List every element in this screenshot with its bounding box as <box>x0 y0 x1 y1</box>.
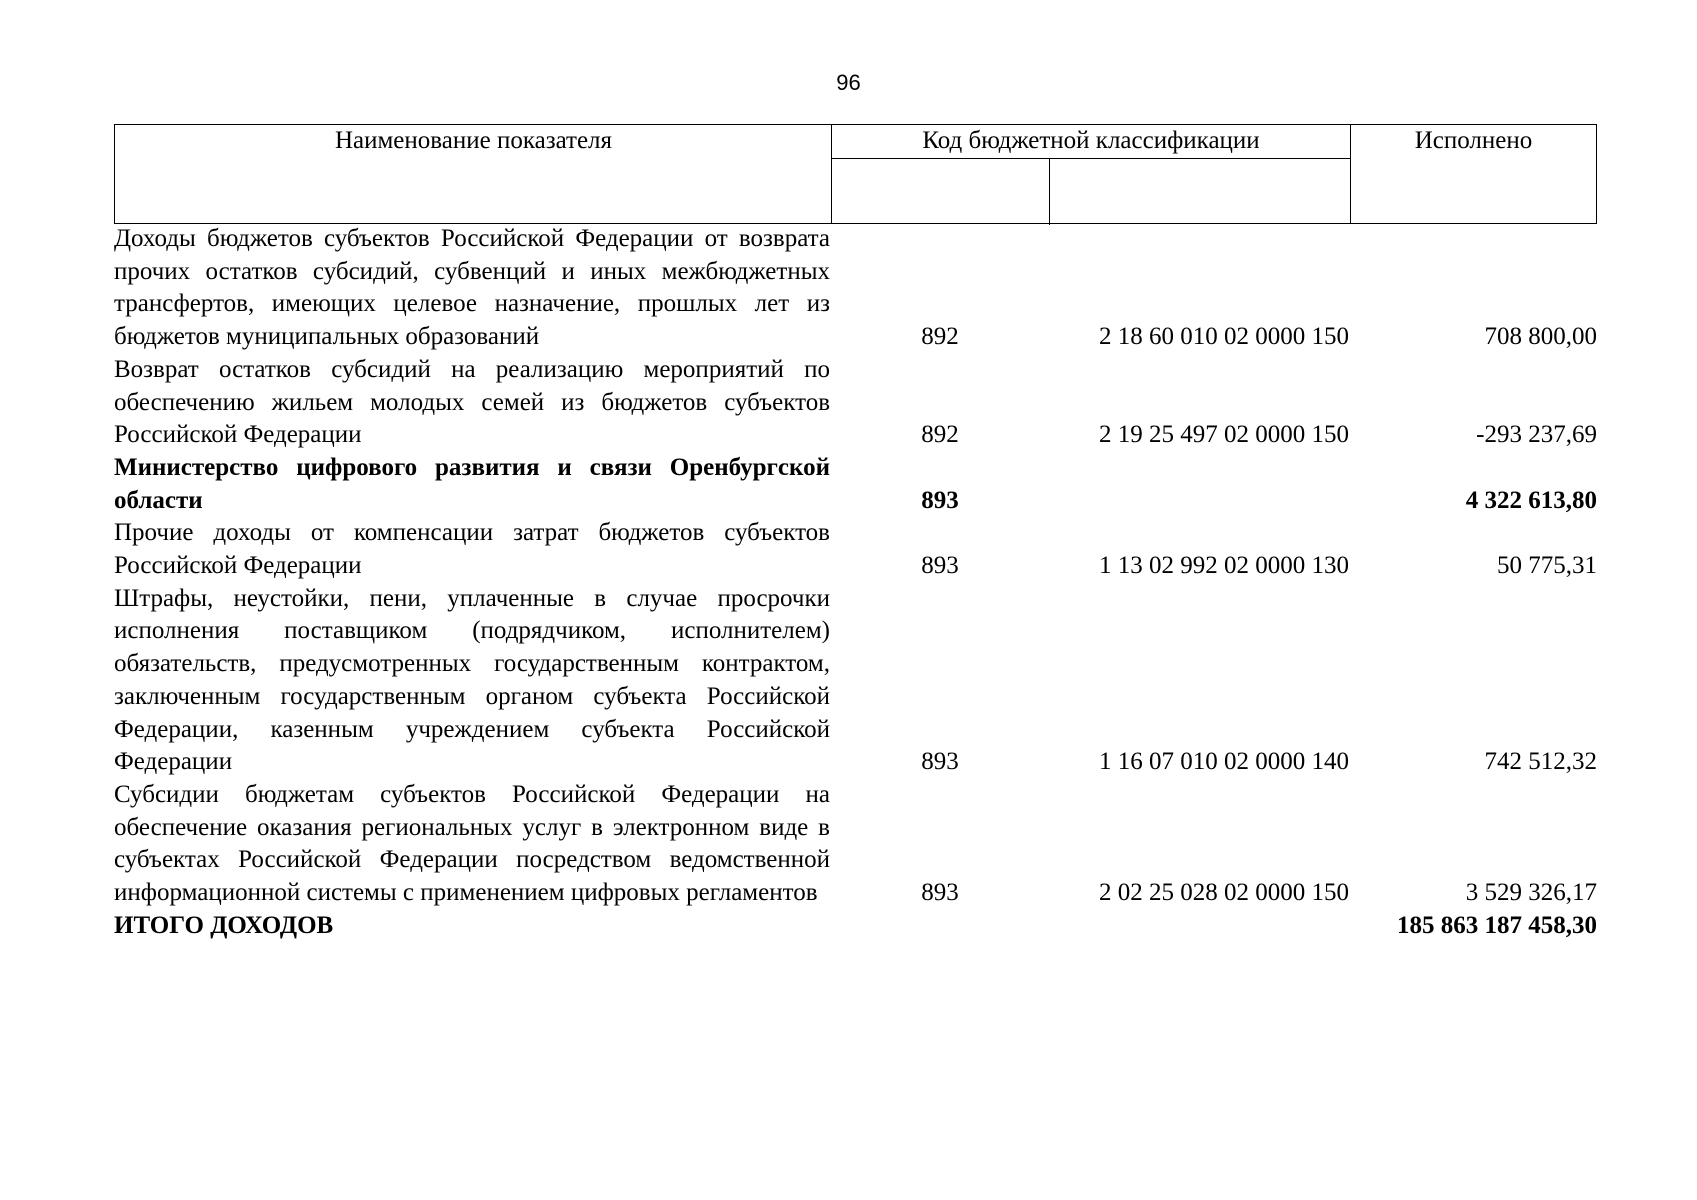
table-row <box>114 354 1597 452</box>
table-row <box>114 583 1597 779</box>
table-header <box>114 124 1597 224</box>
row-admin-code: 893 <box>921 879 959 907</box>
row-executed-sum: 708 800,00 <box>1484 323 1597 351</box>
table-row-section <box>114 452 1597 517</box>
row-budget-code: 2 18 60 010 02 0000 150 <box>1099 323 1349 351</box>
row-budget-code: 2 02 25 028 02 0000 150 <box>1099 879 1349 907</box>
row-admin-code: 893 <box>921 748 959 776</box>
row-name: Возврат остатков субсидий на реализацию мероприятий по обеспечению жильем молодых семей из бюджетов субъектов Российской Федерации <box>114 355 830 449</box>
row-name: Прочие доходы от компенсации затрат бюджетов субъектов Российской Федерации <box>114 519 830 580</box>
header-col-name: Наименование показателя <box>334 127 613 154</box>
row-admin-code: 893 <box>921 552 959 580</box>
row-name: ИТОГО ДОХОДОВ <box>114 911 334 939</box>
header-col-executed: Исполнено <box>1414 127 1533 154</box>
row-executed-sum: 50 775,31 <box>1497 552 1597 580</box>
header-col-code: Код бюджетной классификации <box>922 127 1260 154</box>
row-admin-code: 892 <box>921 323 959 351</box>
row-name: Доходы бюджетов субъектов Российской Федерации от возврата прочих остатков субсидий, субвенций и иных межбюджетных трансфертов, имеющих целевое назначение, прошлых лет из бюджетов муниципальных образований <box>114 225 830 351</box>
row-executed-sum: 4 322 613,80 <box>1465 486 1597 514</box>
header-subdivider <box>832 158 1350 159</box>
row-executed-sum: 185 863 187 458,30 <box>1397 911 1597 939</box>
table-body <box>114 223 1597 942</box>
row-budget-code: 1 16 07 010 02 0000 140 <box>1099 748 1349 776</box>
row-admin-code: 893 <box>921 486 959 514</box>
row-name: Штрафы, неустойки, пени, уплаченные в случае просрочки исполнения поставщиком (подрядчиком, исполнителем) обязательств, предусмотренных государственным контрактом, заключенным государственным органом субъекта Российской Федерации, казенным учреждением субъекта Российской Федерации <box>114 584 830 776</box>
row-admin-code: 892 <box>921 421 959 449</box>
header-subdivider-vertical <box>1049 158 1050 225</box>
page-number: 96 <box>836 70 861 95</box>
row-budget-code: 2 19 25 497 02 0000 150 <box>1099 421 1349 449</box>
row-name: Субсидии бюджетам субъектов Российской Федерации на обеспечение оказания региональных услуг в электронном виде в субъектах Российской Федерации посредством ведомственной информационной системы с применением цифровых регламентов <box>114 780 830 907</box>
row-budget-code: 1 13 02 992 02 0000 130 <box>1099 552 1349 580</box>
row-executed-sum: -293 237,69 <box>1476 421 1597 449</box>
row-executed-sum: 3 529 326,17 <box>1465 879 1597 907</box>
table-row <box>114 779 1597 910</box>
table-row-total <box>114 910 1597 943</box>
row-executed-sum: 742 512,32 <box>1484 748 1597 776</box>
table-row <box>114 223 1597 354</box>
row-name: Министерство цифрового развития и связи Оренбургской области <box>114 453 830 514</box>
table-row <box>114 517 1597 582</box>
